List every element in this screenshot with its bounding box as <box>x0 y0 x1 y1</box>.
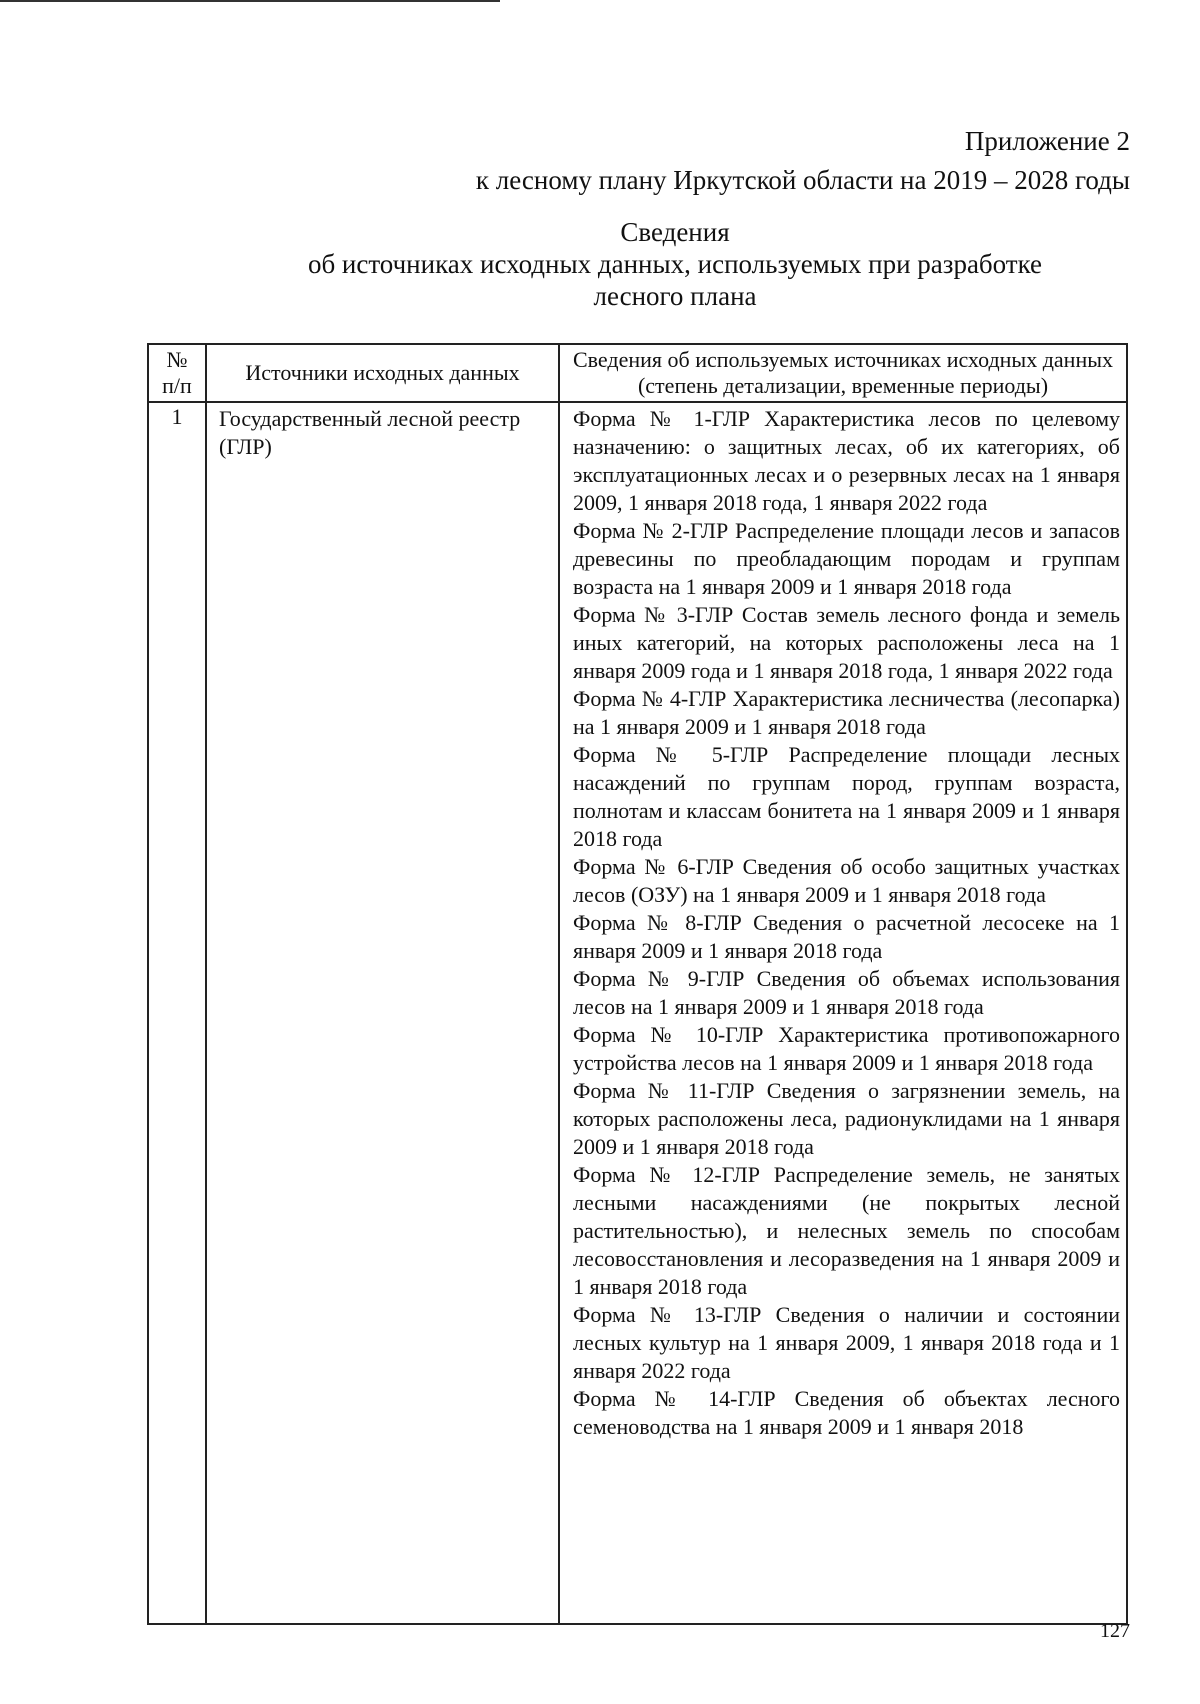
table-header-row <box>148 344 1127 402</box>
table-row <box>148 402 1127 1624</box>
form-entry-3: Форма № 3-ГЛР Состав земель лесного фонда и земель иных категорий, на которых расположены леса на 1 января 2009 года и 1 января 2018 года, 1 января 2022 года <box>573 602 1120 683</box>
column-header-number-line2: п/п <box>162 373 192 398</box>
form-entry-14: Форма № 14-ГЛР Сведения об объектах лесного семеноводства на 1 января 2009 и 1 января 2018 <box>573 1386 1120 1439</box>
form-entry-10: Форма № 10-ГЛР Характеристика противопожарного устройства лесов на 1 января 2009 и 1 января 2018 года <box>573 1022 1120 1075</box>
form-entry-8: Форма № 8-ГЛР Сведения о расчетной лесосеке на 1 января 2009 и 1 января 2018 года <box>573 910 1120 963</box>
form-entry-4: Форма № 4-ГЛР Характеристика лесничества (лесопарка) на 1 января 2009 и 1 января 2018 года <box>573 686 1120 739</box>
form-entry-9: Форма № 9-ГЛР Сведения об объемах использования лесов на 1 января 2009 и 1 января 2018 года <box>573 966 1120 1019</box>
appendix-subtitle: к лесному плану Иркутской области на 2019 – 2028 годы <box>475 165 1130 195</box>
row-details <box>559 402 1127 1624</box>
row-source: Государственный лесной реестр (ГЛР) <box>206 402 559 1624</box>
row-number: 1 <box>148 402 206 1624</box>
heading-line-1: Сведения <box>620 217 730 247</box>
column-header-number-line1: № <box>166 347 188 372</box>
column-header-source: Источники исходных данных <box>206 344 559 402</box>
form-entry-11: Форма № 11-ГЛР Сведения о загрязнении земель, на которых расположены леса, радионуклидами на 1 января 2009 и 1 января 2018 года <box>573 1078 1120 1159</box>
page-number: 127 <box>1100 1620 1130 1642</box>
scan-edge-line <box>0 0 500 2</box>
form-entry-1: Форма № 1-ГЛР Характеристика лесов по целевому назначению: о защитных лесах, об их категориях, об эксплуатационных лесах и о резервных лесах на 1 января 2009, 1 января 2018 года, 1 января 2022 года <box>573 406 1120 515</box>
sources-table <box>147 343 1128 1625</box>
column-header-details: Сведения об используемых источниках исходных данных (степень детализации, временные периоды) <box>559 344 1127 402</box>
form-entry-6: Форма № 6-ГЛР Сведения об особо защитных участках лесов (ОЗУ) на 1 января 2009 и 1 января 2018 года <box>573 854 1120 907</box>
heading-line-3: лесного плана <box>593 281 757 311</box>
heading-line-2: об источниках исходных данных, используемых при разработке <box>307 249 1043 279</box>
form-entry-13: Форма № 13-ГЛР Сведения о наличии и состоянии лесных культур на 1 января 2009, 1 января 2018 года и 1 января 2022 года <box>573 1302 1120 1383</box>
form-entry-12: Форма № 12-ГЛР Распределение земель, не занятых лесными насаждениями (не покрытых лесной растительностью), и нелесных земель по способам лесовосстановления и лесоразведения на 1 января 2009 и 1 января 2018 года <box>573 1162 1120 1299</box>
column-header-number <box>148 344 206 402</box>
document-heading <box>240 216 1110 312</box>
appendix-title: Приложение 2 <box>964 126 1130 156</box>
form-entry-5: Форма № 5-ГЛР Распределение площади лесных насаждений по группам пород, группам возраста, полнотам и классам бонитета на 1 января 2009 и 1 января 2018 года <box>573 742 1120 851</box>
form-entry-2: Форма № 2-ГЛР Распределение площади лесов и запасов древесины по преобладающим породам и группам возраста на 1 января 2009 и 1 января 2018 года <box>573 518 1120 599</box>
